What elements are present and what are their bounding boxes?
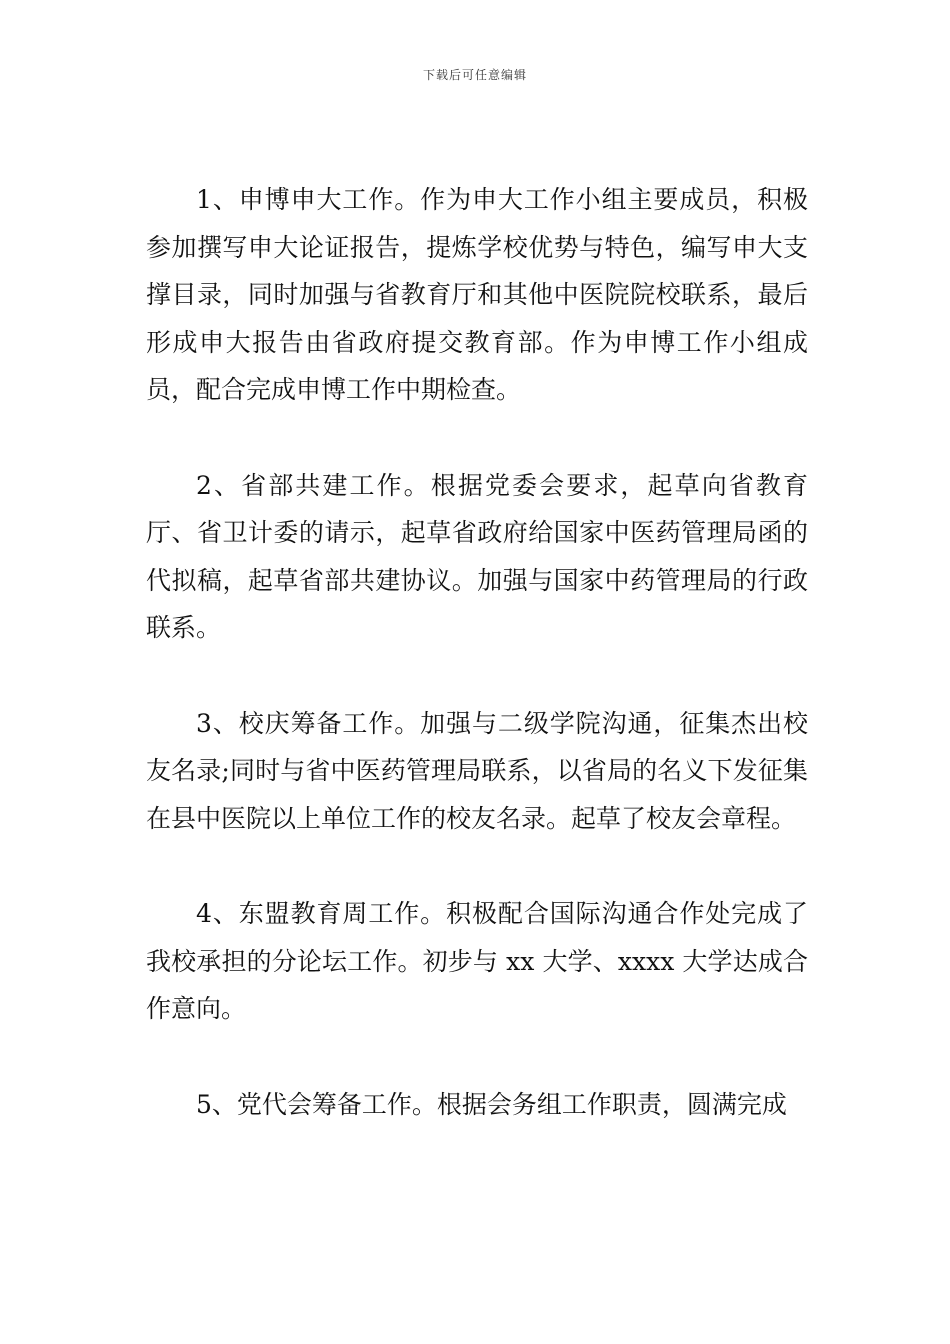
paragraph-4-line-1: 4、东盟教育周工作。积极配合国际沟通合作处完成了 [196, 899, 808, 928]
paragraph-2-line-1: 2、省部共建工作。根据党委会要求，起草向省教育厅、 [146, 470, 808, 547]
paragraph-3-line-4: 程。 [746, 803, 797, 833]
paragraph-2-line-2: 省卫计委的请示，起草省政府给国家中医药管理局函的代 [146, 518, 808, 595]
paragraph-1 [146, 176, 808, 414]
document-body [146, 176, 808, 1176]
paragraph-1-line-1: 1、申博申大工作。作为申大工作小组主要成员，积极 [196, 185, 808, 214]
paragraph-4-line-3: 作意向。 [146, 994, 247, 1023]
paragraph-2-line-4: 联系。 [146, 613, 222, 642]
paragraph-2 [146, 462, 808, 652]
paragraph-3 [146, 700, 808, 843]
paragraph-1-line-3: 支撑目录，同时加强与省教育厅和其他中医院院校联系， [146, 232, 808, 309]
paragraph-4 [146, 890, 808, 1033]
paragraph-1-line-2: 参加撰写申大论证报告，提炼学校优势与特色，编写申大 [146, 232, 783, 262]
paragraph-5 [146, 1081, 808, 1129]
paragraph-2-line-3: 拟稿，起草省部共建协议。加强与国家中药管理局的行政 [171, 565, 808, 595]
paragraph-3-line-3: 集在县中医院以上单位工作的校友名录。起草了校友会章 [146, 756, 808, 833]
page-header: 下载后可任意编辑 [422, 68, 527, 82]
paragraph-3-line-1: 3、校庆筹备工作。加强与二级学院沟通，征集杰出校 [196, 708, 808, 738]
paragraph-5-line-1: 5、党代会筹备工作。根据会务组工作职责，圆满完成 [196, 1089, 787, 1119]
paragraph-1-line-4: 最后形成申大报告由省政府提交教育部。作为申博工作小 [146, 280, 808, 357]
paragraph-4-line-2: 我校承担的分论坛工作。初步与 xx 大学、xxxx 大学达成合 [146, 946, 808, 976]
paragraph-1-line-5: 组成员，配合完成申博工作中期检查。 [146, 327, 808, 404]
paragraph-3-line-2: 友名录;同时与省中医药管理局联系，以省局的名义下发征 [146, 756, 783, 785]
